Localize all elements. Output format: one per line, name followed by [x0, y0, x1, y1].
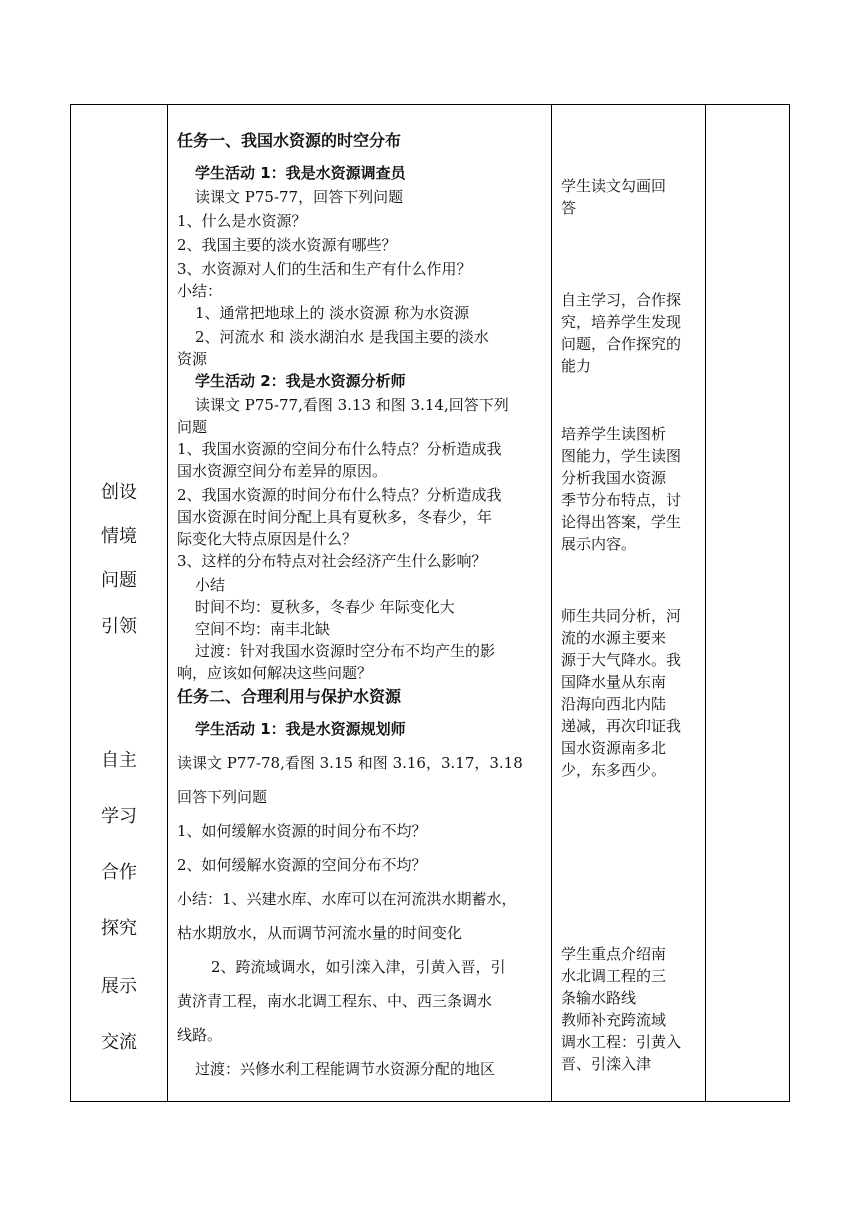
activity3-read-b: 回答下列问题 [177, 788, 268, 806]
summary-2a: 2、河流水 和 淡水湖泊水 是我国主要的淡水 [195, 328, 489, 346]
note-5 [561, 943, 711, 1075]
note-2 [561, 289, 711, 377]
activity1-q2: 2、我国主要的淡水资源有哪些？ [177, 236, 397, 254]
note-3-line: 论得出答案，学生 [561, 513, 682, 531]
activity2-q1a: 1、我国水资源的空间分布什么特点？分析造成我 [177, 440, 502, 458]
activity2-read-a: 读课文 P75-77,看图 3.13 和图 3.14,回答下列 [195, 396, 509, 414]
activity1-q1: 1、什么是水资源？ [177, 212, 307, 230]
stage-label-4: 引领 [101, 616, 137, 637]
time-uneven: 时间不均：夏秋多，冬春少 年际变化大 [195, 598, 455, 616]
activity1-q3: 3、水资源对人们的生活和生产有什么作用？ [177, 260, 472, 278]
note-3 [561, 423, 711, 555]
activity3-q2: 2、如何缓解水资源的空间分布不均？ [177, 856, 427, 874]
note-5-line: 条输水路线 [561, 989, 637, 1007]
activity2-q2c: 际变化大特点原因是什么？ [177, 530, 358, 548]
note-4-line: 国降水量从东南 [561, 673, 667, 691]
note-5-line: 教师补充跨流域 [561, 1011, 667, 1029]
activity1-read: 读课文 P75-77，回答下列问题 [195, 188, 404, 206]
task1-title: 任务一、我国水资源的时空分布 [177, 131, 402, 150]
activity3-title: 学生活动 1：我是水资源规划师 [195, 720, 406, 738]
note-3-line: 季节分布特点，讨 [561, 491, 682, 509]
transition-1a: 过渡：针对我国水资源时空分布不均产生的影 [195, 642, 496, 660]
note-1-line: 学生读文勾画回 [561, 177, 667, 195]
activity3-summary-1b: 枯水期放水，从而调节河流水量的时间变化 [177, 924, 463, 942]
activity3-summary-2c: 线路。 [177, 1026, 223, 1044]
note-3-line: 分析我国水资源 [561, 469, 667, 487]
summary-label: 小结： [177, 282, 223, 300]
activity3-summary-2a: 2、跨流域调水，如引滦入津，引黄入晋，引 [211, 958, 506, 976]
activity3-summary-1a: 小结：1、兴建水库、水库可以在河流洪水期蓄水， [177, 890, 517, 908]
activity2-q2a: 2、我国水资源的时间分布什么特点？分析造成我 [177, 486, 502, 504]
note-2-line: 究，培养学生发现 [561, 313, 682, 331]
stage-label-1: 创设 [101, 482, 137, 503]
summary-1: 1、通常把地球上的 淡水资源 称为水资源 [195, 304, 470, 322]
activity2-q3: 3、这样的分布特点对社会经济产生什么影响？ [177, 552, 487, 570]
note-1 [561, 175, 711, 219]
note-3-line: 培养学生读图析 [561, 425, 667, 443]
note-5-line: 学生重点介绍南 [561, 945, 667, 963]
activity3-q1: 1、如何缓解水资源的时间分布不均？ [177, 822, 427, 840]
note-4 [561, 605, 711, 781]
activity3-read-a: 读课文 P77-78,看图 3.15 和图 3.16，3.17，3.18 [177, 754, 523, 772]
note-4-line: 源于大气降水。我 [561, 651, 682, 669]
note-2-line: 自主学习，合作探 [561, 291, 682, 309]
activity1-title: 学生活动 1：我是水资源调查员 [195, 164, 406, 182]
stage-label-9: 展示 [101, 976, 137, 997]
space-uneven: 空间不均：南丰北缺 [195, 620, 331, 638]
stage-label-3: 问题 [101, 570, 137, 591]
note-5-line: 晋、引滦入津 [561, 1055, 652, 1073]
note-1-line: 答 [561, 199, 577, 217]
stage-label-6: 学习 [101, 806, 137, 827]
stage-label-8: 探究 [101, 918, 137, 939]
note-4-line: 沿海向西北内陆 [561, 695, 667, 713]
activity2-q2b: 国水资源在时间分配上具有夏秋多，冬春少，年 [177, 508, 493, 526]
transition-2: 过渡：兴修水利工程能调节水资源分配的地区 [195, 1060, 496, 1078]
column-divider-1 [167, 105, 168, 1101]
note-3-line: 展示内容。 [561, 535, 637, 553]
note-4-line: 少，东多西少。 [561, 761, 667, 779]
note-4-line: 国水资源南多北 [561, 739, 667, 757]
lesson-table [70, 104, 790, 1102]
note-4-line: 流的水源主要来 [561, 629, 667, 647]
transition-1b: 响，应该如何解决这些问题？ [177, 664, 373, 682]
column-divider-2 [551, 105, 552, 1101]
note-5-line: 水北调工程的三 [561, 967, 667, 985]
stage-label-5: 自主 [101, 750, 137, 771]
note-2-line: 能力 [561, 357, 592, 375]
activity3-summary-2b: 黄济青工程，南水北调工程东、中、西三条调水 [177, 992, 493, 1010]
activity2-q1b: 国水资源空间分布差异的原因。 [177, 462, 388, 480]
note-2-line: 问题，合作探究的 [561, 335, 682, 353]
note-3-line: 图能力，学生读图 [561, 447, 682, 465]
task2-title: 任务二、合理利用与保护水资源 [177, 687, 402, 706]
stage-label-7: 合作 [101, 862, 137, 883]
activity2-title: 学生活动 2：我是水资源分析师 [195, 372, 406, 390]
note-4-line: 递减，再次印证我 [561, 717, 682, 735]
stage-label-2: 情境 [101, 526, 137, 547]
note-5-line: 调水工程：引黄入 [561, 1033, 682, 1051]
small-summary: 小结 [195, 576, 226, 594]
summary-2b: 资源 [177, 350, 208, 368]
note-4-line: 师生共同分析，河 [561, 607, 682, 625]
activity2-read-b: 问题 [177, 418, 208, 436]
stage-label-10: 交流 [101, 1032, 137, 1053]
